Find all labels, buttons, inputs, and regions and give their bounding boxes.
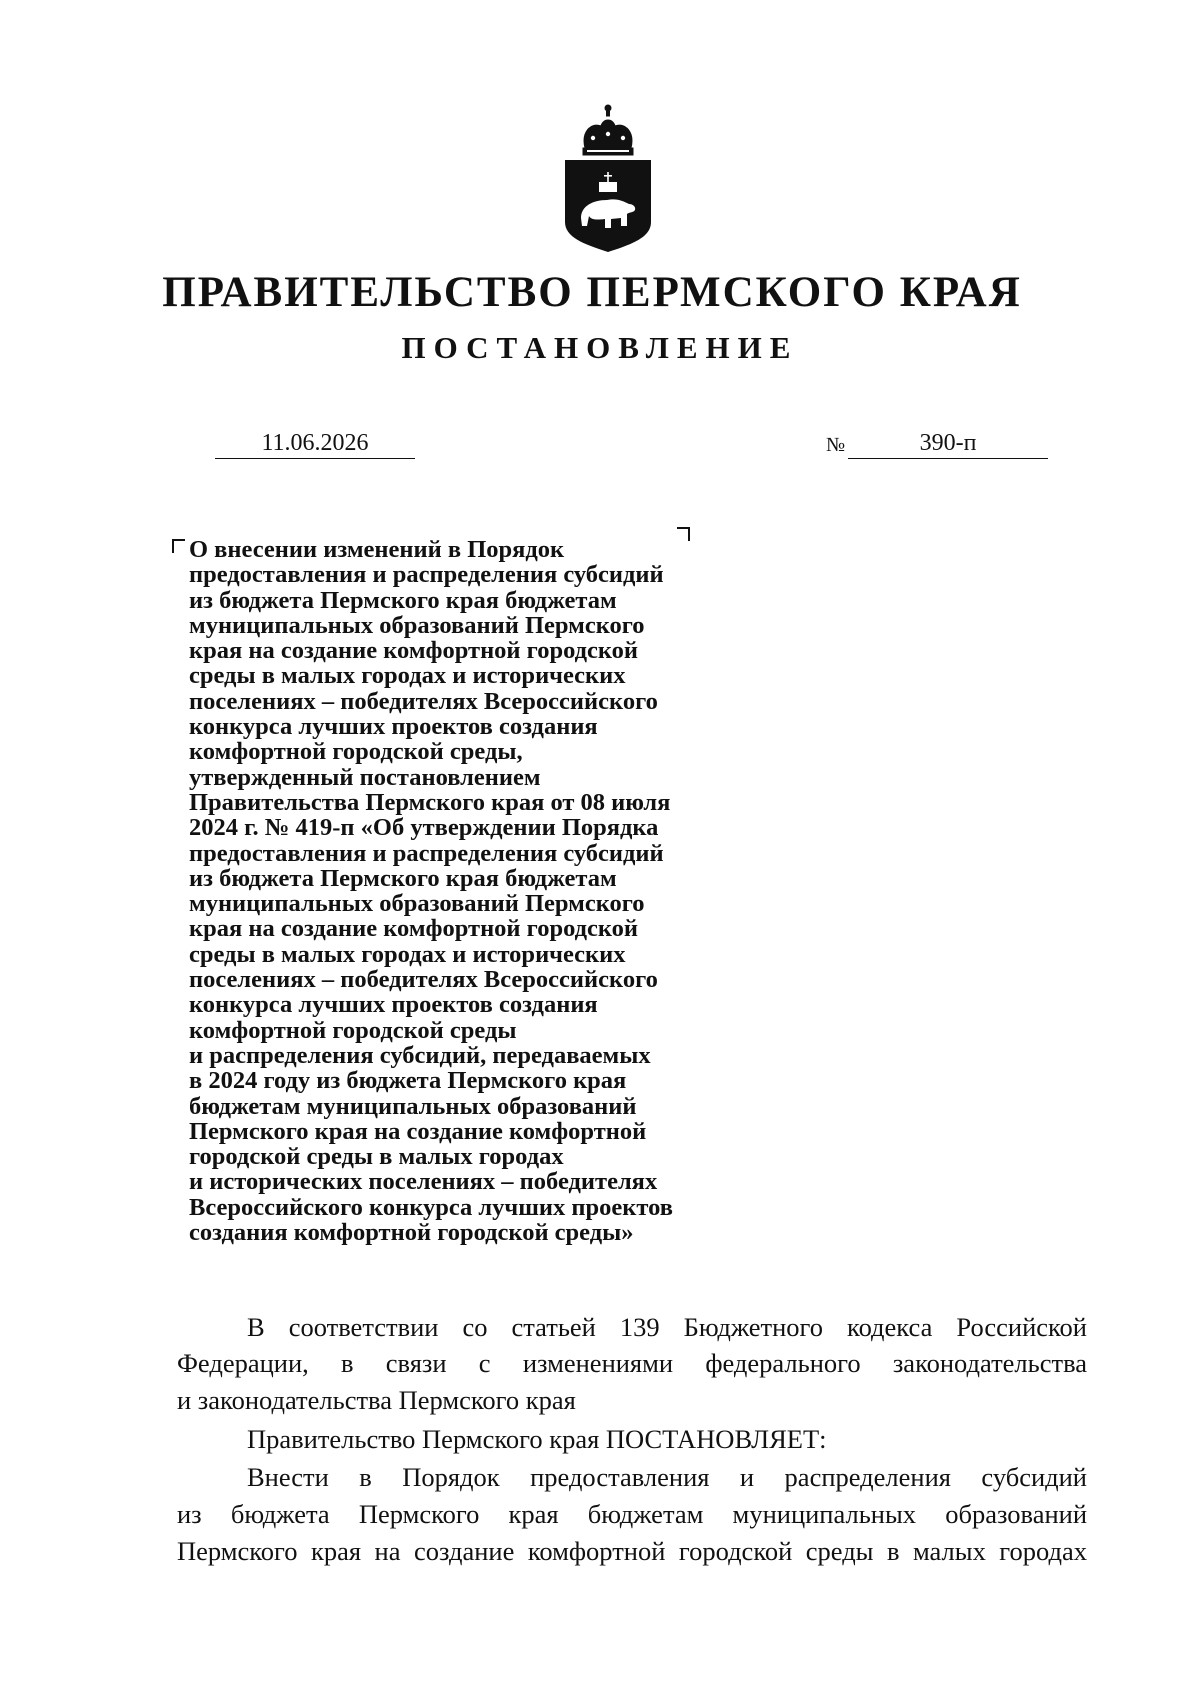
body-paragraph-1-line-2: Федерации, в связи с изменениями федерального законодательства (177, 1348, 1087, 1378)
subject-line: бюджетам муниципальных образований (189, 1092, 637, 1120)
subject-line: края на создание комфортной городской (189, 915, 639, 943)
subject-line: края на создание комфортной городской (189, 637, 639, 665)
body-paragraph-3-line-1: Внести в Порядок предоставления и распределения субсидий (247, 1462, 1087, 1492)
subject-line: предоставления и распределения субсидий (189, 561, 664, 589)
subject-line: О внесении изменений в Порядок (189, 536, 565, 563)
subject-line: поселениях – победителях Всероссийского (189, 966, 658, 994)
subject-line: в 2024 году из бюджета Пермского края (189, 1067, 627, 1095)
subject-line: 2024 г. № 419-п «Об утверждении Порядка (189, 814, 659, 842)
subject-line: Всероссийского конкурса лучших проектов (189, 1193, 673, 1221)
subject-line: комфортной городской среды, (189, 738, 523, 766)
subject-line: и распределения субсидий, передаваемых (189, 1041, 651, 1069)
subject-line: среды в малых городах и исторических (189, 940, 626, 968)
document-subject (189, 537, 769, 1245)
subject-line: Пермского края на создание комфортной (189, 1117, 647, 1145)
subject-line: из бюджета Пермского края бюджетам (189, 586, 617, 614)
subject-line: конкурса лучших проектов создания (189, 991, 598, 1019)
subject-line: и исторических поселениях – победителях (189, 1168, 658, 1196)
subject-line: утвержденный постановлением (189, 763, 541, 791)
number-label: № (826, 434, 846, 456)
subject-line: предоставления и распределения субсидий (189, 839, 664, 867)
subject-line: поселениях – победителях Всероссийского (189, 687, 658, 715)
subject-line: конкурса лучших проектов создания (189, 713, 598, 741)
body-paragraph-3-line-2: из бюджета Пермского края бюджетам муниципальных образований (177, 1499, 1087, 1529)
body-paragraph-3-line-3: Пермского края на создание комфортной городской среды в малых городах (177, 1536, 1087, 1566)
document-number: 390-п (848, 428, 1048, 459)
document-date: 11.06.2026 (215, 428, 415, 459)
subject-line: муниципальных образований Пермского (189, 890, 645, 918)
body-paragraph-2: Правительство Пермского края ПОСТАНОВЛЯЕТ: (247, 1424, 827, 1454)
coat-of-arms-icon (563, 102, 653, 254)
organization-title: ПРАВИТЕЛЬСТВО ПЕРМСКОГО КРАЯ (162, 269, 1022, 316)
subject-line: городской среды в малых городах (189, 1143, 564, 1171)
subject-line: Правительства Пермского края от 08 июля (189, 788, 671, 816)
document-type: ПОСТАНОВЛЕНИЕ (401, 330, 799, 365)
subject-corner-mark-left (172, 539, 185, 553)
subject-line: комфортной городской среды (189, 1016, 517, 1044)
subject-line: среды в малых городах и исторических (189, 662, 626, 690)
subject-line: создания комфортной городской среды» (189, 1219, 634, 1247)
subject-line: муниципальных образований Пермского (189, 611, 645, 639)
body-paragraph-1-line-1: В соответствии со статьей 139 Бюджетного кодекса Российской (247, 1312, 1087, 1342)
subject-line: из бюджета Пермского края бюджетам (189, 864, 617, 892)
body-paragraph-1-line-3: и законодательства Пермского края (177, 1385, 576, 1415)
